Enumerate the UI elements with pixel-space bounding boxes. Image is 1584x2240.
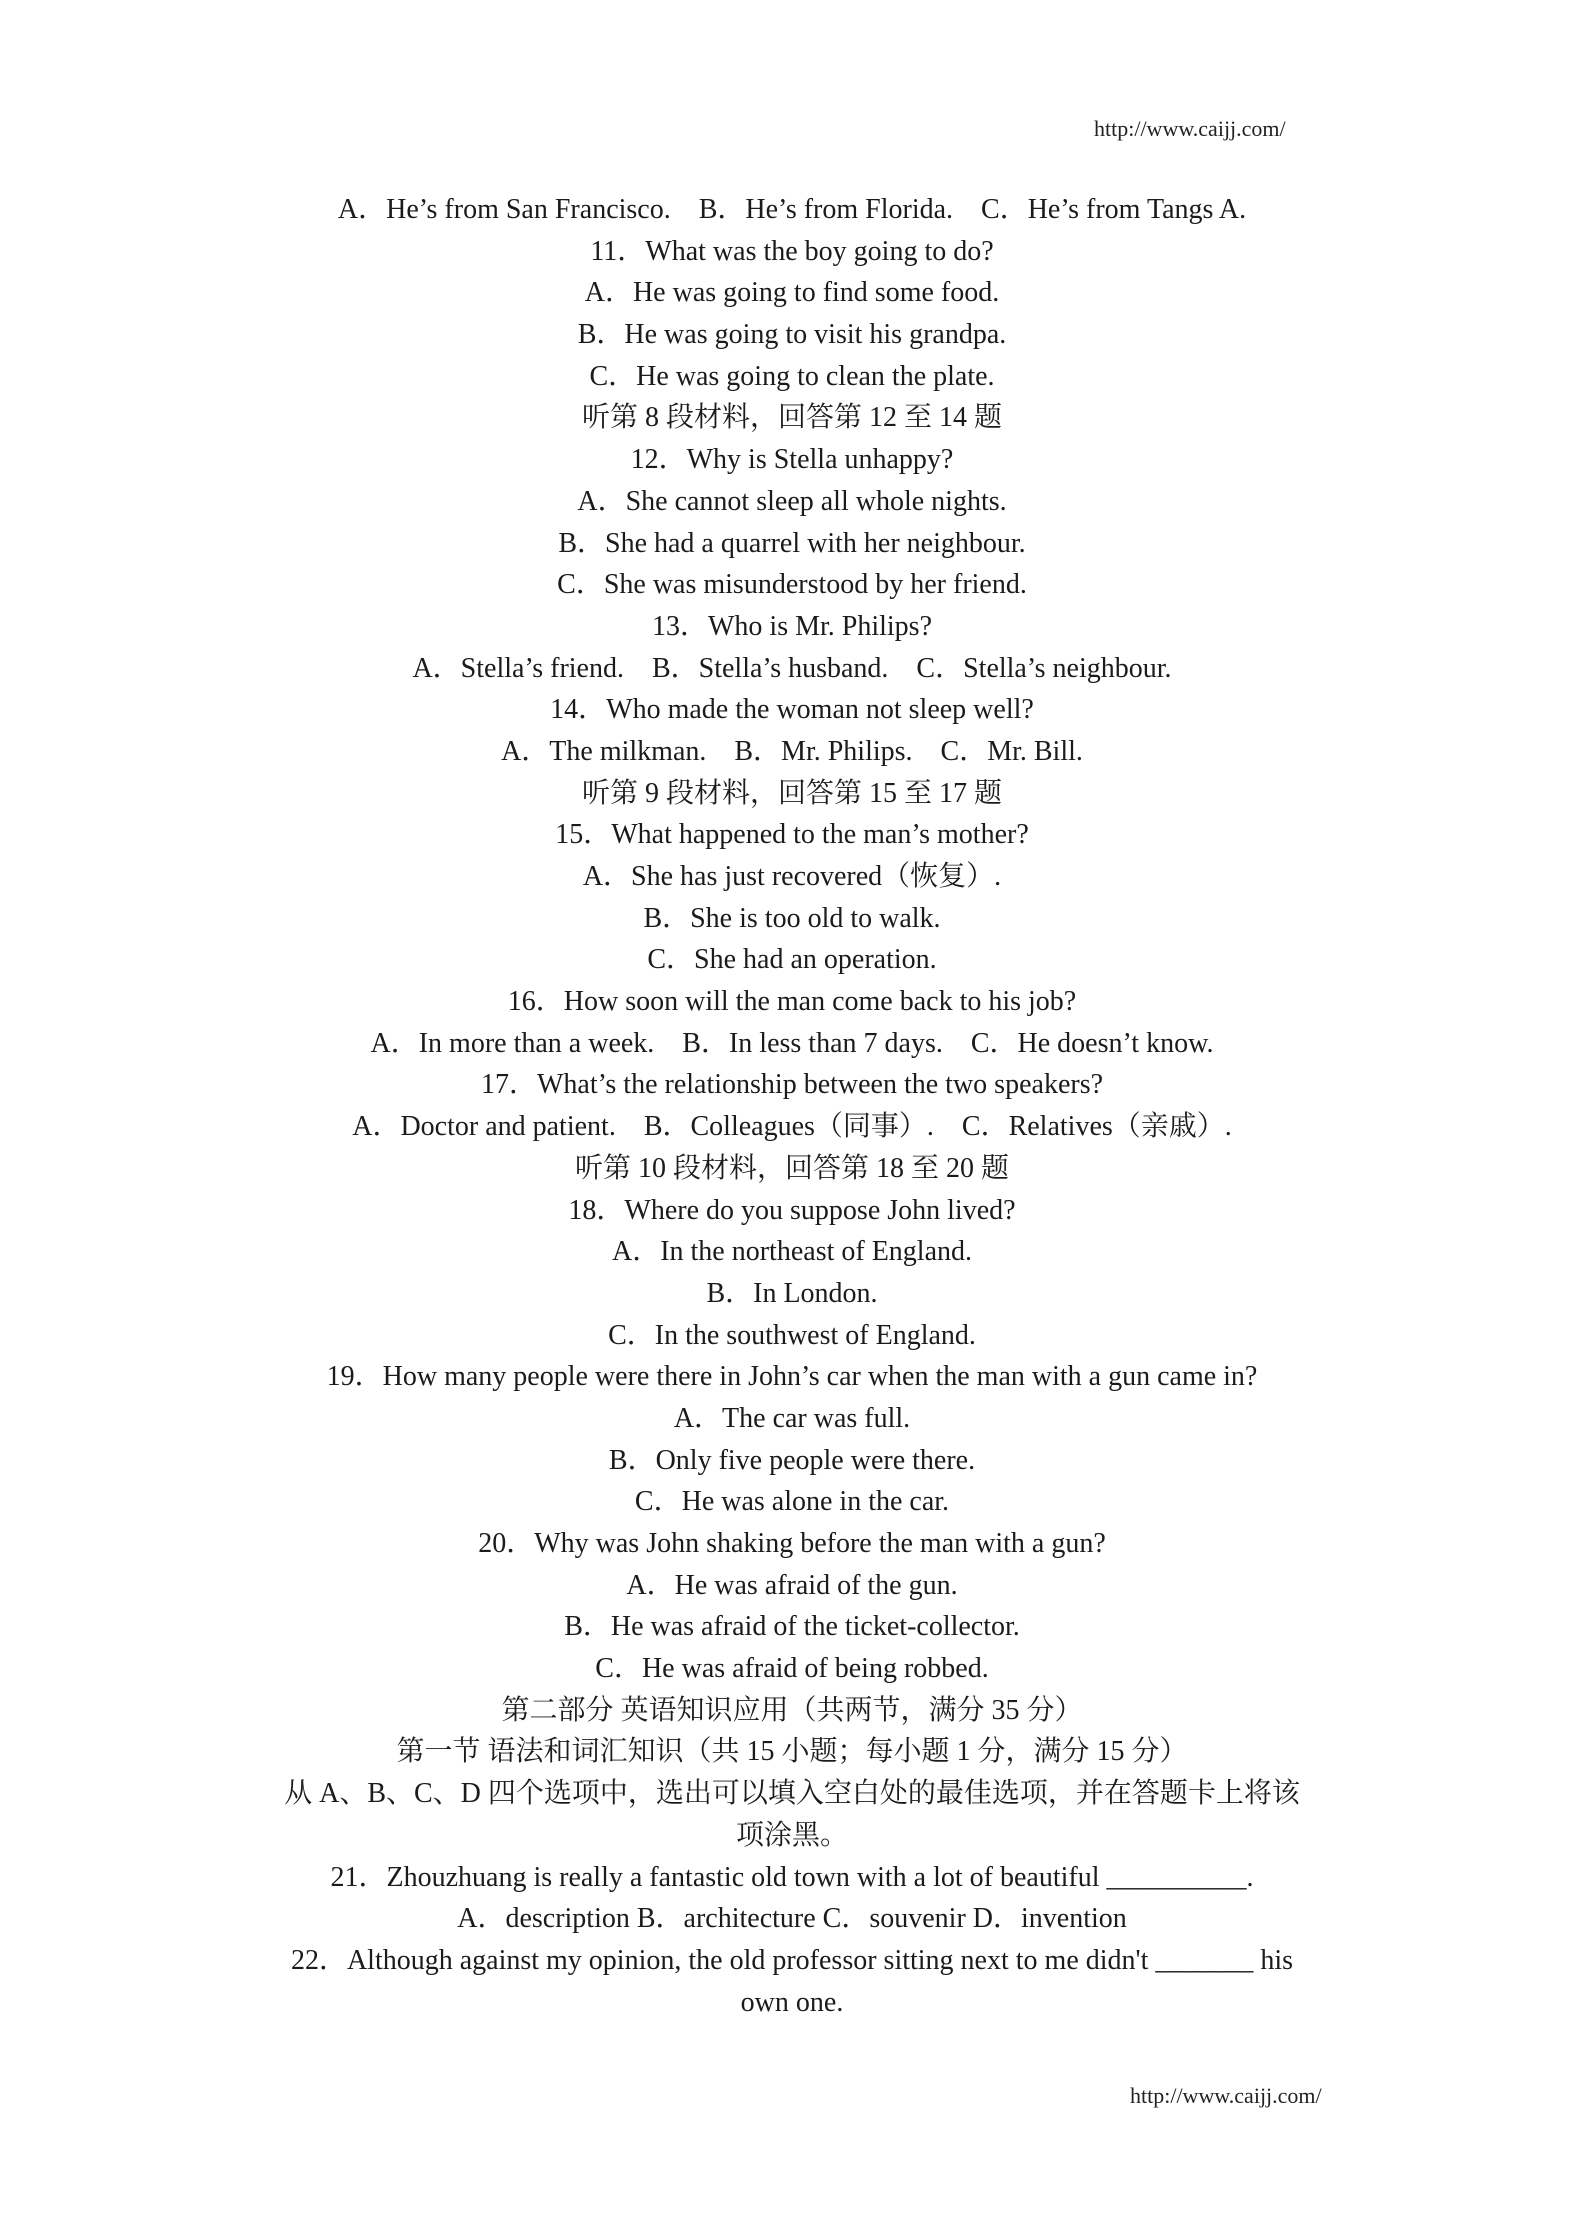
q20-option-c: C．He was afraid of being robbed. (595, 1653, 989, 1685)
q18-option-c: C．In the southwest of England. (608, 1319, 976, 1351)
section-instruction-10: 听第 10 段材料，回答第 18 至 20 题 (574, 1152, 1009, 1184)
question-19: 19．How many people were there in John’s car when the man with a gun came in? (326, 1361, 1258, 1393)
question-18: 18．Where do you suppose John lived? (568, 1194, 1016, 1226)
question-12: 12．Why is Stella unhappy? (630, 444, 954, 476)
question-13: 13．Who is Mr. Philips? (651, 610, 932, 642)
q15-option-a: A．She has just recovered（恢复）. (582, 861, 1002, 892)
q11-option-c: C．He was going to clean the plate. (589, 360, 995, 392)
section-instruction-8: 听第 8 段材料，回答第 12 至 14 题 (581, 402, 1002, 434)
question-21: 21．Zhouzhuang is really a fantastic old town with a lot of beautiful __________. (330, 1861, 1254, 1893)
q18-option-a: A．In the northeast of England. (611, 1236, 973, 1268)
section-one-heading: 第一节 语法和词汇知识（共 15 小题；每小题 1 分，满分 15 分） (396, 1736, 1188, 1768)
q19-option-c: C．He was alone in the car. (634, 1486, 950, 1518)
q16-options: A．In more than a week. B．In less than 7 days. C．He doesn’t know. (370, 1027, 1214, 1059)
q10-options: A．He’s from San Francisco. B．He’s from Florida. C．He’s from Tangs A. (337, 194, 1247, 225)
q13-options: A．Stella’s friend. B．Stella’s husband. C．Stella’s neighbour. (412, 652, 1172, 684)
q15-option-c: C．She had an operation. (647, 944, 937, 976)
question-17: 17．What’s the relationship between the two speakers? (480, 1069, 1104, 1101)
q18-option-b: B．In London. (706, 1277, 878, 1309)
question-16: 16．How soon will the man come back to his job? (507, 986, 1077, 1018)
question-14: 14．Who made the woman not sleep well? (550, 694, 1034, 726)
instructions-line-1: 从 A、B、C、D 四个选项中，选出可以填入空白处的最佳选项，并在答题卡上将该 (284, 1778, 1300, 1810)
q19-option-b: B．Only five people were there. (608, 1444, 976, 1476)
instructions-line-2: 项涂黑。 (735, 1819, 848, 1851)
q14-options: A．The milkman. B．Mr. Philips. C．Mr. Bill. (501, 735, 1083, 767)
question-22-cont: own one. (740, 1986, 844, 2018)
q12-option-c: C．She was misunderstood by her friend. (557, 569, 1027, 601)
q12-option-b: B．She had a quarrel with her neighbour. (558, 527, 1026, 559)
q15-option-b: B．She is too old to walk. (643, 902, 941, 934)
q11-option-a: A．He was going to find some food. (584, 277, 1000, 309)
question-20: 20．Why was John shaking before the man with a gun? (478, 1528, 1106, 1559)
part-two-heading: 第二部分 英语知识应用（共两节，满分 35 分） (501, 1694, 1083, 1726)
section-instruction-9: 听第 9 段材料，回答第 15 至 17 题 (581, 777, 1002, 809)
question-11: 11．What was the boy going to do? (590, 235, 994, 267)
q11-option-b: B．He was going to visit his grandpa. (577, 319, 1007, 351)
question-15: 15．What happened to the man’s mother? (555, 819, 1029, 851)
footer-url: http://www.caijj.com/ (1130, 2083, 1322, 2108)
header-url: http://www.caijj.com/ (1094, 116, 1286, 141)
q21-options: A．description B．architecture C．souvenir D．invention (457, 1903, 1127, 1935)
q20-option-a: A．He was afraid of the gun. (626, 1569, 958, 1601)
exam-content (200, 189, 1384, 2023)
q12-option-a: A．She cannot sleep all whole nights. (577, 485, 1007, 517)
q20-option-b: B．He was afraid of the ticket-collector. (564, 1611, 1020, 1643)
q17-options: A．Doctor and patient. B．Colleagues（同事）. C．Relatives（亲戚）. (352, 1111, 1232, 1143)
q19-option-a: A．The car was full. (673, 1402, 911, 1434)
question-22: 22．Although against my opinion, the old professor sitting next to me didn't _______ his (290, 1944, 1294, 1976)
